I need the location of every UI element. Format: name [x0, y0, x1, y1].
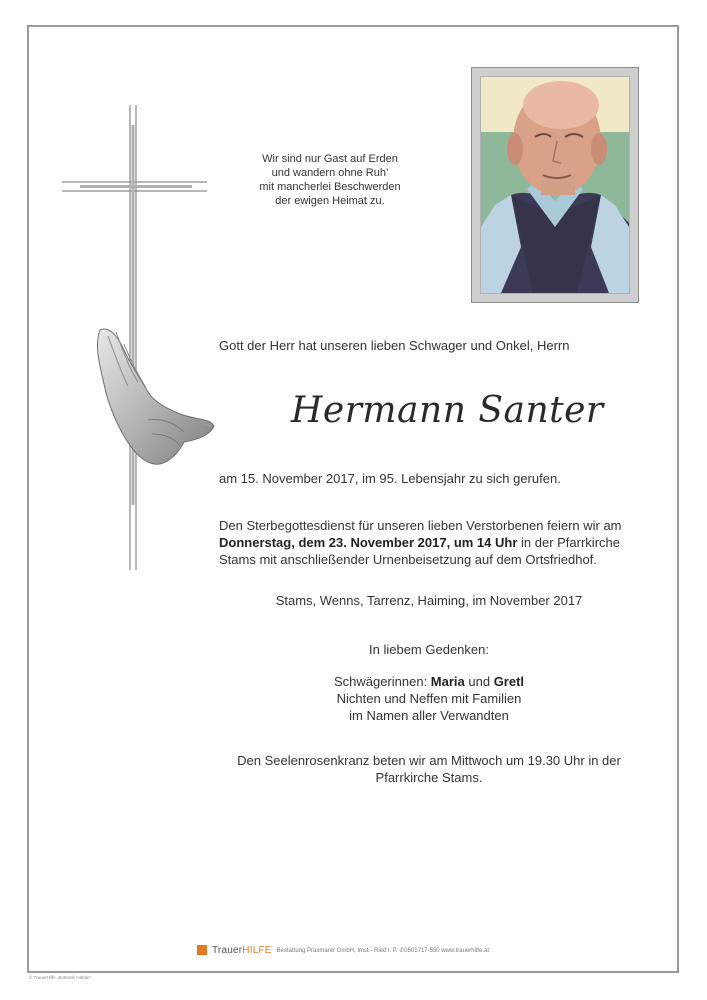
logo-text-accent: HILFE [242, 944, 272, 956]
service-date: Donnerstag, dem 23. November 2017, um 14 Uhr [219, 535, 518, 550]
rosary-line: Den Seelenrosenkranz beten wir am Mittwoch um 19.30 Uhr in der [237, 753, 621, 768]
mourner-conjunction: und [464, 674, 494, 689]
copyright-note: © TrauerHilfe „Betende Hände“ [29, 975, 92, 980]
logo-text-part: Trauer [212, 944, 243, 956]
portrait-frame [471, 67, 639, 303]
deceased-name: Hermann Santer [291, 390, 604, 431]
mourner-name: Maria [430, 674, 465, 689]
poem-line: und wandern ohne Ruh’ [271, 167, 389, 179]
mourner-label: Schwägerinnen: [333, 674, 431, 689]
service-location: in der Pfarrkirche [517, 535, 620, 550]
place-date: Stams, Wenns, Tarrenz, Haiming, im November 2017 [275, 593, 583, 608]
memory-heading: In liebem Gedenken: [369, 642, 489, 657]
mourner-line: Nichten und Neffen mit Familien [336, 691, 522, 706]
poem-line: mit mancherlei Beschwerden [259, 181, 401, 193]
service-line [219, 534, 639, 551]
mourners-list [219, 673, 639, 724]
death-date-text: am 15. November 2017, im 95. Lebensjahr zu sich gerufen. [219, 471, 561, 486]
footer [197, 943, 489, 957]
portrait-photo [480, 76, 630, 294]
footer-logo [212, 945, 272, 956]
mourner-line: im Namen aller Verwandten [349, 708, 509, 723]
praying-hands-icon [88, 322, 218, 472]
poem-line: Wir sind nur Gast auf Erden [262, 153, 398, 165]
footer-contact: Bestattung Praxmarer GmbH, Imst - Ried i. P. ✆0501717-550 www.trauerhilfe.at [276, 947, 489, 954]
poem [230, 152, 430, 208]
service-line: Stams mit anschließender Urnenbeisetzung auf dem Ortsfriedhof. [219, 552, 597, 567]
rosary-text [219, 752, 639, 786]
mourner-name: Gretl [493, 674, 525, 689]
poem-line: der ewigen Heimat zu. [275, 195, 385, 207]
mourner-line [219, 673, 639, 690]
intro-text: Gott der Herr hat unseren lieben Schwager und Onkel, Herrn [219, 338, 570, 353]
service-line: Den Sterbegottesdienst für unseren lieben Verstorbenen feiern wir am [219, 518, 622, 533]
funeral-service-text [219, 517, 639, 568]
logo-icon [197, 945, 207, 955]
rosary-line: Pfarrkirche Stams. [375, 770, 483, 785]
